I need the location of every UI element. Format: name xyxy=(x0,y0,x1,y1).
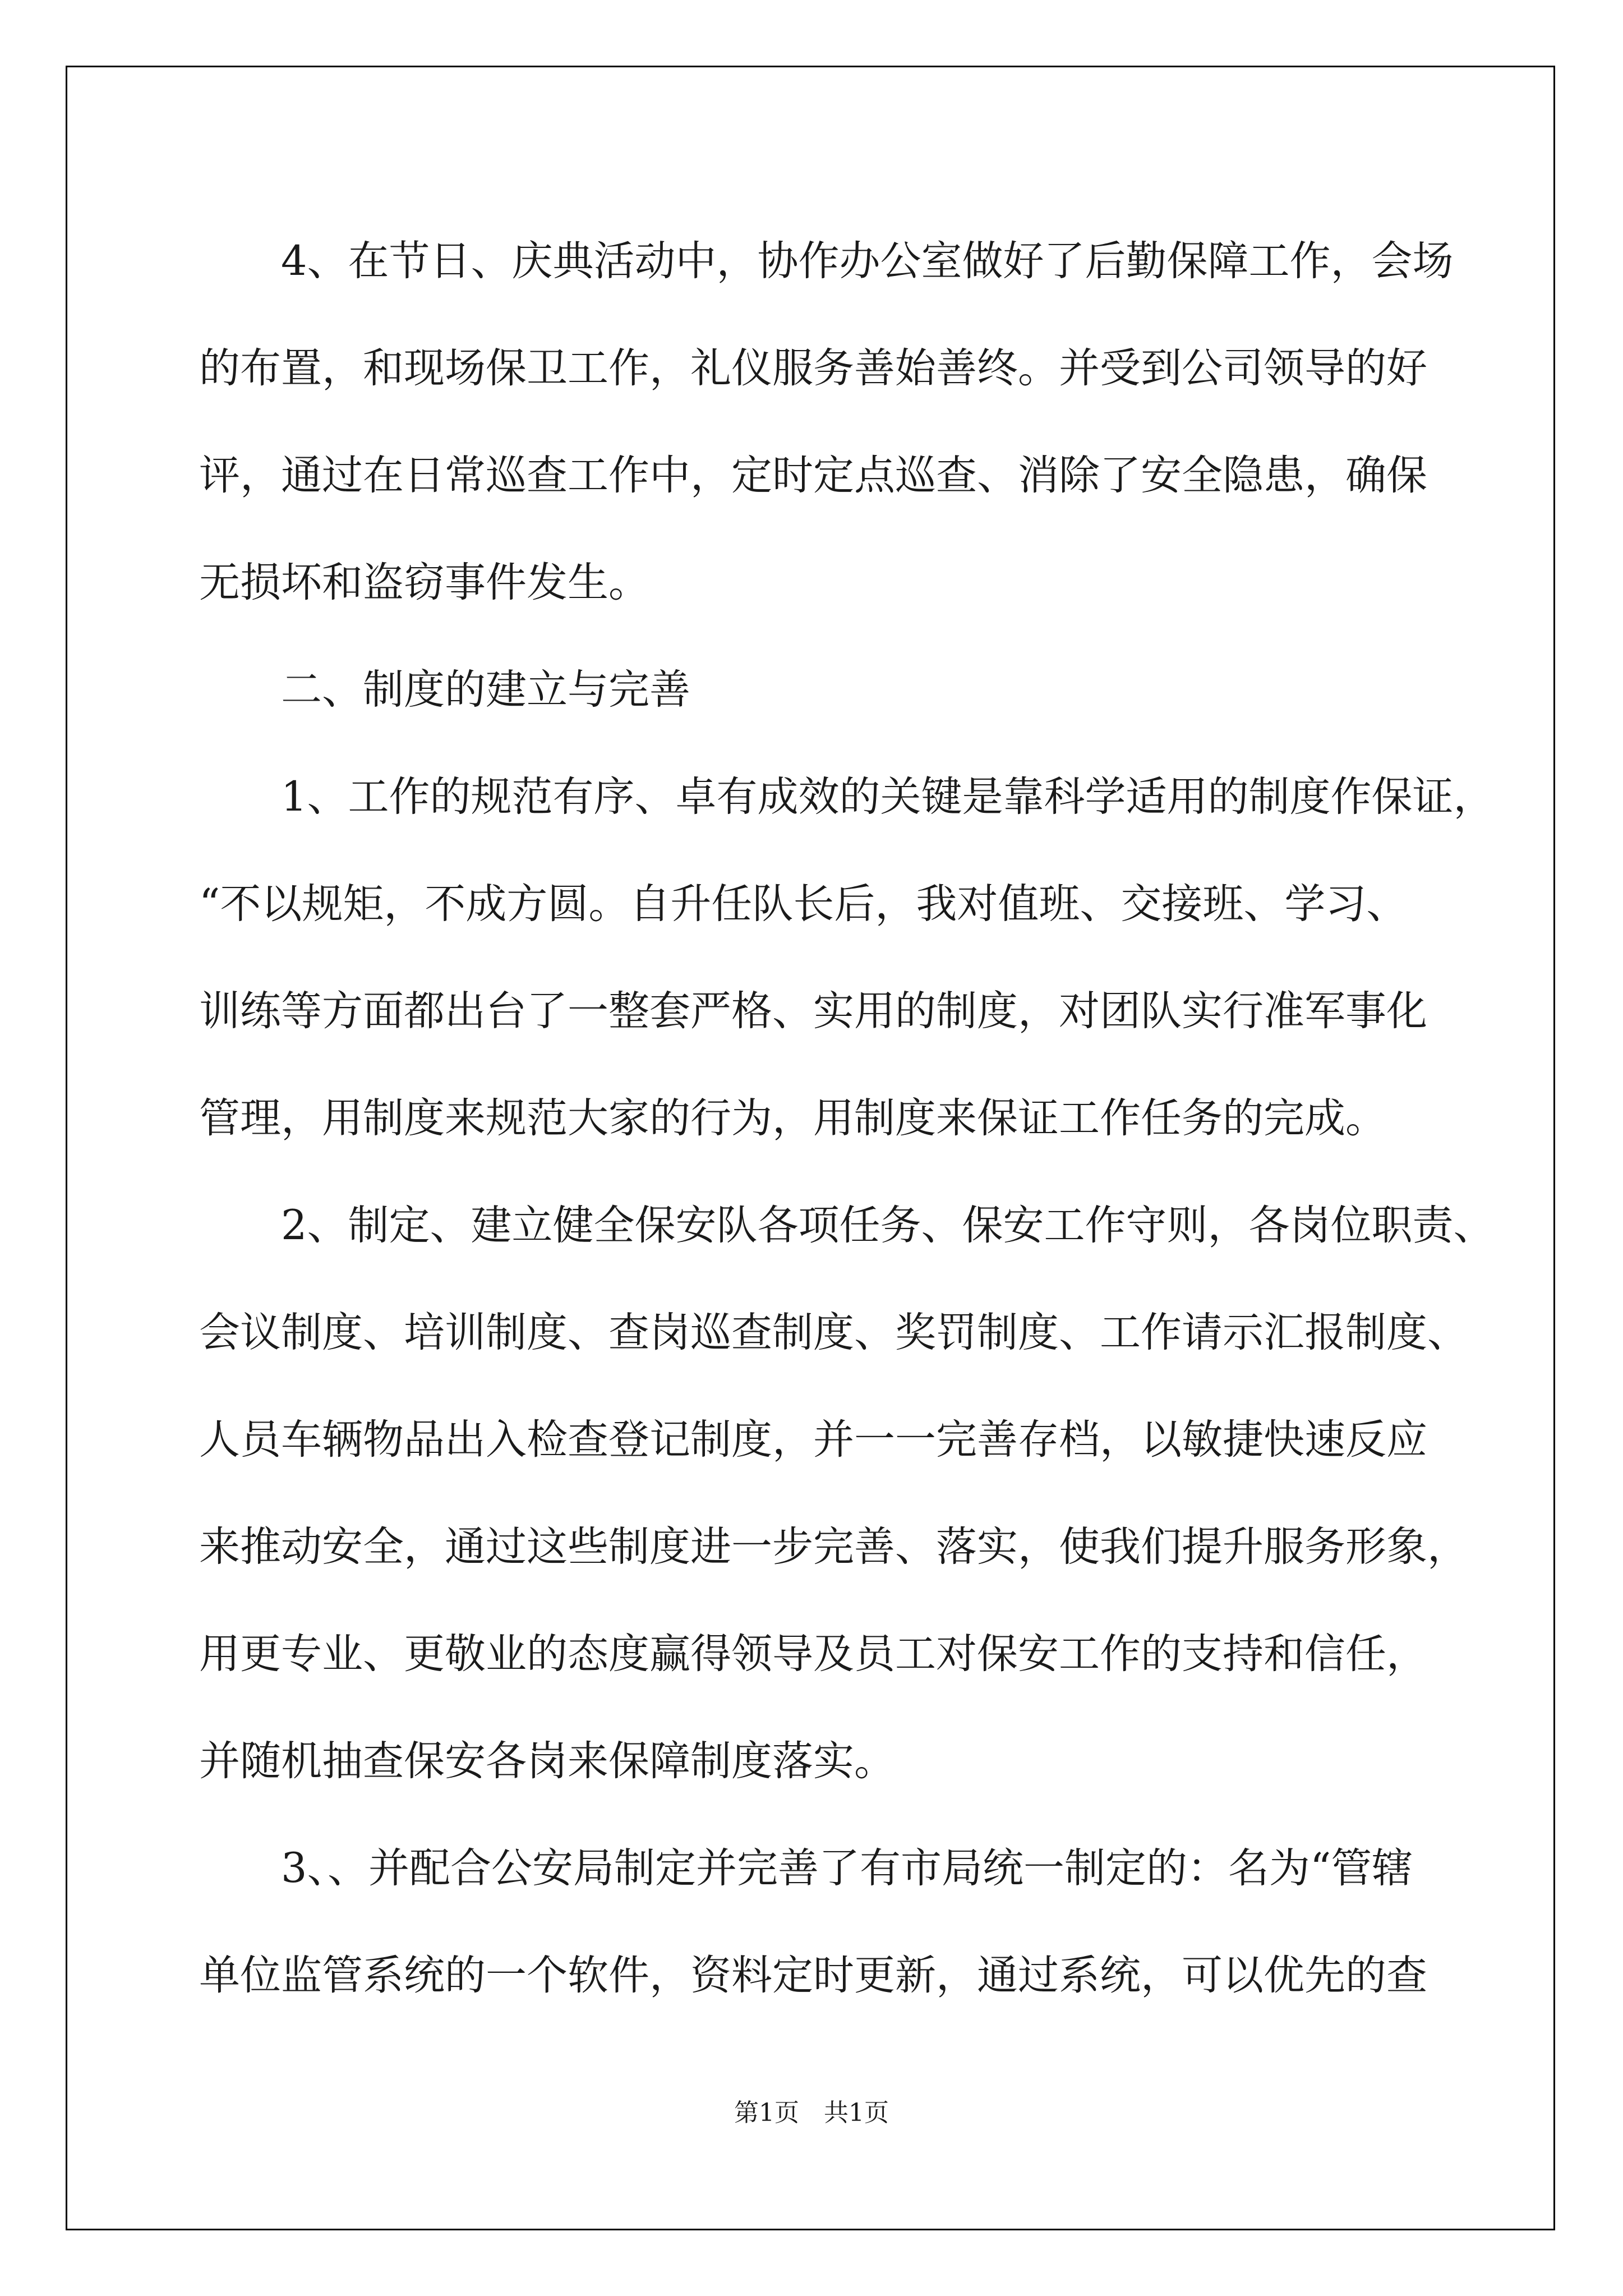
text-line: 2、制定、建立健全保安队各项任务、保安工作守则，各岗位职责、 xyxy=(281,1202,1495,1249)
text-line: 3、、并配合公安局制定并完善了有市局统一制定的：名为“管辖 xyxy=(281,1844,1413,1892)
text-line: 的布置，和现场保卫工作，礼仪服务善始善终。并受到公司领导的好 xyxy=(199,344,1427,392)
text-line: 会议制度、培训制度、查岗巡查制度、奖罚制度、工作请示汇报制度、 xyxy=(199,1309,1468,1356)
text-line: 评，通过在日常巡查工作中，定时定点巡查、消除了安全隐患，确保 xyxy=(199,452,1427,499)
text-line: 人员车辆物品出入检查登记制度，并一一完善存档，以敏捷快速反应 xyxy=(199,1416,1427,1464)
page-footer: 第1页 共1页 xyxy=(734,2099,889,2127)
text-line: 管理，用制度来规范大家的行为，用制度来保证工作任务的完成。 xyxy=(199,1094,1386,1142)
text-line: 1、工作的规范有序、卓有成效的关键是靠科学适用的制度作保证， xyxy=(281,773,1495,821)
text-line: 无损坏和盗窃事件发生。 xyxy=(199,559,649,606)
text-line: 来推动安全，通过这些制度进一步完善、落实，使我们提升服务形象， xyxy=(199,1523,1468,1571)
text-line: “不以规矩，不成方圆。自升任队长后，我对值班、交接班、学习、 xyxy=(199,880,1408,928)
text-line: 并随机抽查保安各岗来保障制度落实。 xyxy=(199,1737,895,1785)
text-line: 用更专业、更敬业的态度赢得领导及员工对保安工作的支持和信任， xyxy=(199,1630,1427,1678)
section-heading: 二、制度的建立与完善 xyxy=(281,666,690,714)
text-line: 训练等方面都出台了一整套严格、实用的制度，对团队实行准军事化 xyxy=(199,987,1427,1035)
text-line: 4、在节日、庆典活动中，协作办公室做好了后勤保障工作，会场 xyxy=(281,237,1454,285)
text-line: 单位监管系统的一个软件，资料定时更新，通过系统，可以优先的查 xyxy=(199,1952,1427,1999)
document-body xyxy=(199,208,1495,2029)
